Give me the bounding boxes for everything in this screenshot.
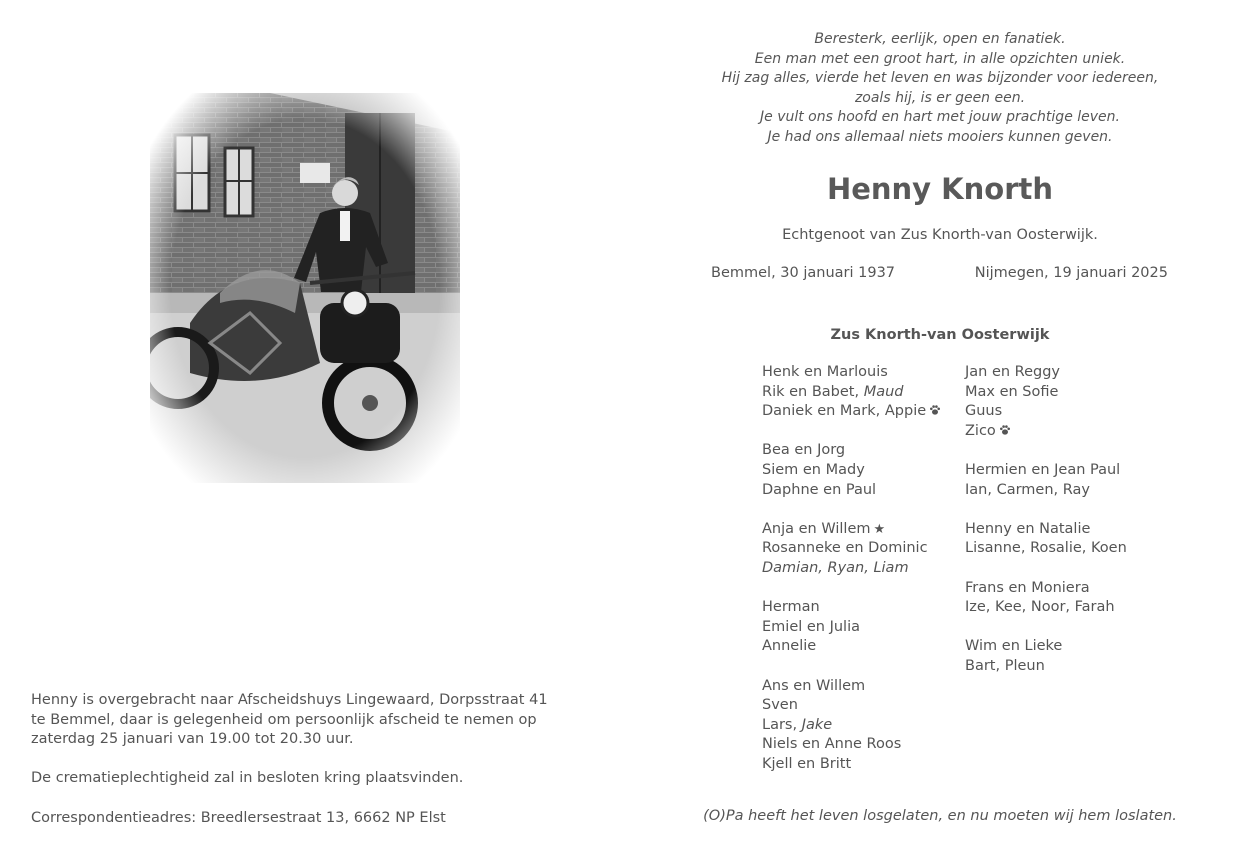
family-names: Guus: [965, 403, 1003, 420]
family-line: [762, 461, 941, 481]
family-head: Zus Knorth-van Oosterwijk: [830, 327, 1050, 343]
family-names: Jan en Reggy: [965, 364, 1061, 380]
poem-line: zoals hij, is er geen een.: [854, 89, 1026, 106]
family-names: Ian, Carmen, Ray: [965, 481, 1090, 498]
family-names: Hermien en Jean Paul: [965, 461, 1121, 478]
portrait-photo: [150, 93, 460, 483]
poem: [700, 30, 1180, 148]
family-group: [965, 520, 1127, 559]
family-names: Lars,: [762, 716, 802, 733]
family-names: Henk en Marlouis: [762, 364, 888, 380]
poem-line: Je vult ons hoofd en hart met jouw prachtige leven.: [760, 109, 1120, 126]
family-line: [965, 657, 1127, 677]
family-line: [762, 481, 941, 501]
poem-line: Hij zag alles, vierde het leven en was bijzonder voor iedereen,: [721, 70, 1159, 87]
family-names: Wim en Lieke: [965, 638, 1063, 655]
death-date: Nijmegen, 19 januari 2025: [974, 265, 1168, 281]
family-line: [762, 755, 941, 775]
cremation-text: De crematieplechtigheid zal in besloten kring plaatsvinden.: [31, 770, 464, 787]
closing-line: (O)Pa heeft het leven losgelaten, en nu moeten wij hem loslaten.: [703, 808, 1177, 824]
family-group: [965, 579, 1127, 618]
poem-line: Beresterk, eerlijk, open en fanatiek.: [814, 31, 1066, 47]
family-group: [965, 461, 1127, 500]
family-names: Lisanne, Rosalie, Koen: [965, 540, 1127, 557]
family-names: Niels en Anne Roos: [762, 736, 902, 753]
family-names: Frans en Moniera: [965, 579, 1090, 596]
family-names: Zico: [965, 422, 996, 439]
family-names: Ans en Willem: [762, 677, 866, 694]
family-line: [965, 481, 1127, 501]
paw-icon: [929, 403, 941, 415]
star-icon: ★: [873, 521, 886, 537]
family-names: Kjell en Britt: [762, 755, 852, 772]
family-group: [965, 637, 1127, 676]
family-line: [762, 520, 941, 540]
family-names: Daphne en Paul: [762, 481, 877, 498]
family-names: Siem en Mady: [762, 461, 865, 478]
family-line: [965, 520, 1127, 540]
spouse-line: Echtgenoot van Zus Knorth-van Oosterwijk.: [782, 227, 1098, 243]
grandchild-names: Jake: [801, 716, 833, 733]
family-names: Bea en Jorg: [762, 442, 846, 459]
family-names: Herman: [762, 599, 820, 616]
family-names: Henny en Natalie: [965, 520, 1091, 537]
family-line: [762, 402, 941, 422]
family-names: Max en Sofie: [965, 383, 1059, 400]
family-line: [762, 539, 941, 559]
birth-date: Bemmel, 30 januari 1937: [711, 265, 896, 281]
family-line: [762, 735, 941, 755]
family-line: [965, 579, 1127, 599]
family-line: [762, 716, 941, 736]
family-line: [965, 363, 1127, 383]
family-names: Daniek en Mark, Appie: [762, 403, 927, 420]
family-column-right: [965, 363, 1127, 696]
family-group: [762, 363, 941, 422]
family-line: [965, 383, 1127, 403]
poem-line: Een man met een groot hart, in alle opzichten uniek.: [754, 50, 1126, 67]
funeral-notice: [31, 691, 551, 848]
grandchild-names: Maud: [863, 383, 904, 400]
family-line: [965, 422, 1127, 442]
family-names: Emiel en Julia: [762, 618, 861, 635]
family-names: Sven: [762, 697, 798, 714]
family-line: [965, 539, 1127, 559]
family-names: Anja en Willem: [762, 520, 871, 537]
family-line: [762, 677, 941, 697]
family-line: [762, 441, 941, 461]
deceased-name: Henny Knorth: [826, 172, 1054, 206]
poem-line: Je had ons allemaal niets mooiers kunnen geven.: [767, 128, 1113, 145]
family-group: [762, 520, 941, 579]
family-group: [965, 363, 1127, 441]
family-column-left: [762, 363, 941, 794]
family-line: [762, 637, 941, 657]
family-names: Bart, Pleun: [965, 657, 1045, 674]
visitation-text: Henny is overgebracht naar Afscheidshuys Lingewaard, Dorpsstraat 41 te Bemmel, daar is gelegenheid om persoonlijk afscheid te nemen op zaterdag 25 januari van 19.00 tot 20.30 uur.: [31, 692, 548, 748]
family-line: [965, 637, 1127, 657]
correspondence-address: Correspondentieadres: Breedlersestraat 13, 6662 NP Elst: [31, 809, 446, 826]
family-line: [762, 363, 941, 383]
grandchild-names: Damian, Ryan, Liam: [762, 559, 909, 576]
family-line: [762, 598, 941, 618]
family-line: [762, 618, 941, 638]
family-line: [965, 402, 1127, 422]
family-names: Ize, Kee, Noor, Farah: [965, 599, 1115, 616]
family-names: Annelie: [762, 638, 817, 655]
family-line: [965, 598, 1127, 618]
family-line: [762, 383, 941, 403]
family-group: [762, 598, 941, 657]
family-line: [965, 461, 1127, 481]
paw-icon: [999, 423, 1011, 435]
family-group: [762, 441, 941, 500]
family-line: [762, 559, 941, 579]
family-names: Rosanneke en Dominic: [762, 540, 928, 557]
family-names: Rik en Babet,: [762, 383, 864, 400]
family-line: [762, 696, 941, 716]
family-group: [762, 677, 941, 775]
